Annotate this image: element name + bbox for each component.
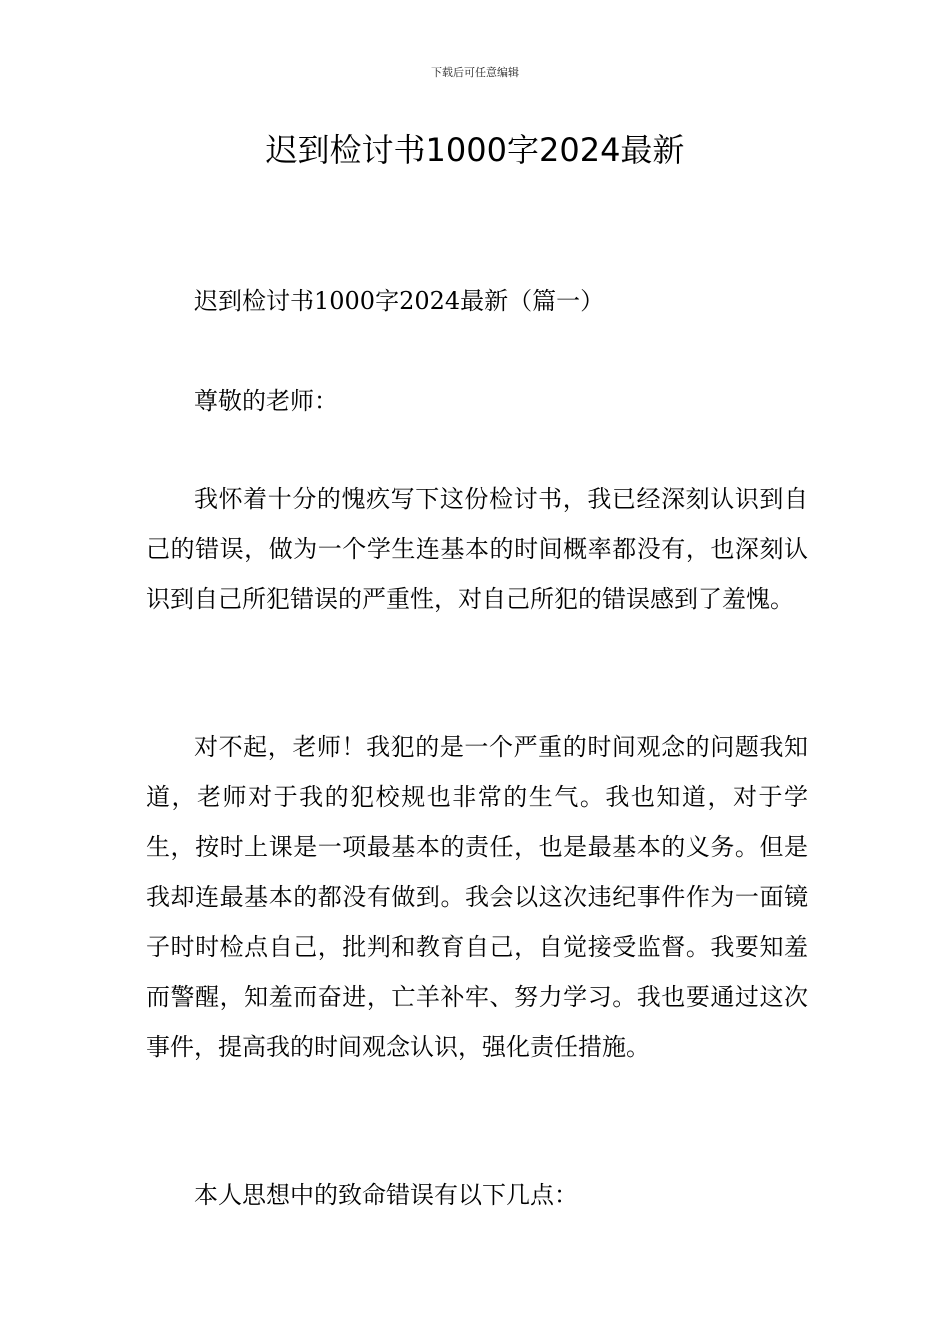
- greeting: 尊敬的老师：: [194, 387, 338, 415]
- header-note: 下载后可任意编辑: [431, 66, 519, 79]
- paragraph-3: 本人思想中的致命错误有以下几点：: [194, 1181, 578, 1209]
- document-title: 迟到检讨书1000字2024最新: [265, 131, 685, 169]
- paragraph-1: 我怀着十分的愧疚写下这份检讨书，我已经深刻认识到自己的错误，做为一个学生连基本的时间概率都没有，也深刻认识到自己所犯错误的严重性，对自己所犯的错误感到了羞愧。: [146, 485, 808, 613]
- paragraph-2: 对不起，老师！我犯的是一个严重的时间观念的问题我知道，老师对于我的犯校规也非常的生气。我也知道，对于学生，按时上课是一项最基本的责任，也是最基本的义务。但是我却连最基本的都没有做到。我会以这次违纪事件作为一面镜子时时检点自己，批判和教育自己，自觉接受监督。我要知羞而警醒，知羞而奋进，亡羊补牢、努力学习。我也要通过这次事件，提高我的时间观念认识，强化责任措施。: [146, 733, 808, 1061]
- section-heading: 迟到检讨书1000字2024最新（篇一）: [194, 287, 605, 315]
